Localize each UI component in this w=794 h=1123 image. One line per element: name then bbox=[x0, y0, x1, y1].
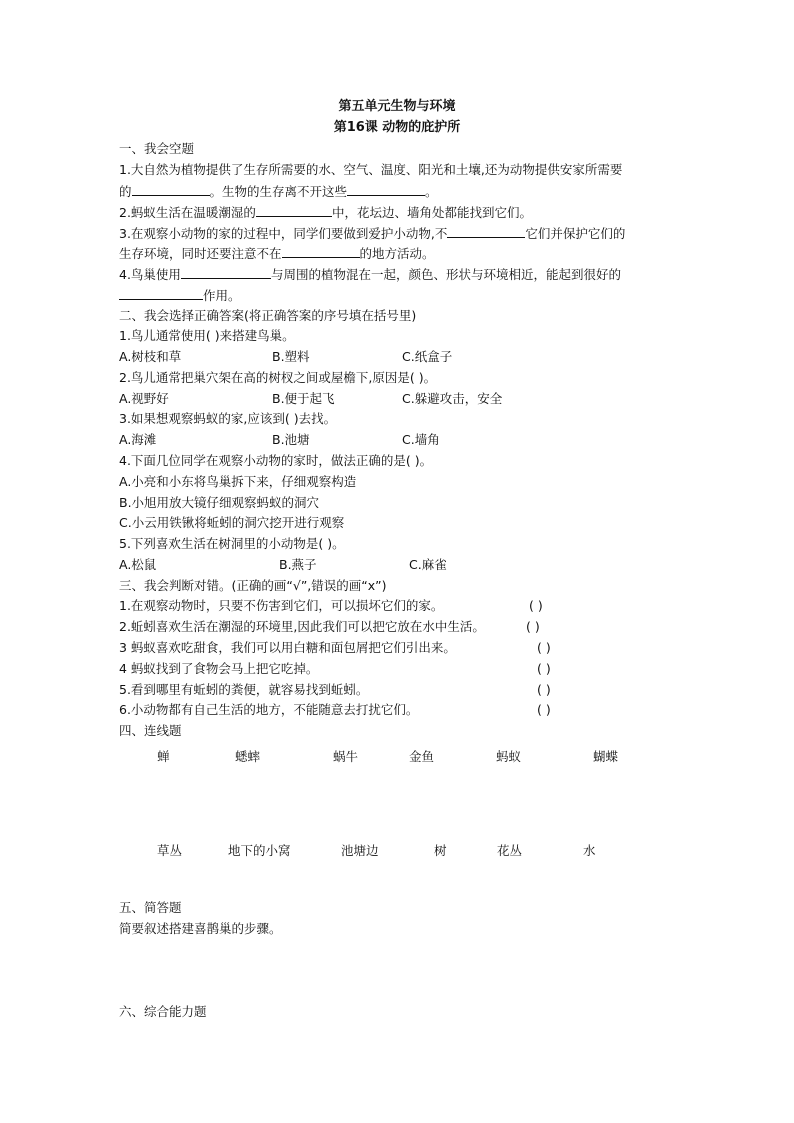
s3-item-2: 2.蚯蚓喜欢生活在潮湿的环境里,因此我们可以把它放在水中生活。 bbox=[119, 619, 485, 634]
s1-q1-text-c: 。 bbox=[425, 184, 438, 199]
answer-paren[interactable]: ( ) bbox=[537, 640, 551, 655]
habitat-item[interactable]: 地下的小窝 bbox=[228, 843, 291, 858]
s2-q5-option-b: B.燕子 bbox=[279, 557, 317, 572]
s1-q1-text-b: 。生物的生存离不开这些 bbox=[209, 184, 348, 199]
s1-q1-line2 bbox=[119, 183, 438, 200]
s2-q5-option-a: A.松鼠 bbox=[119, 557, 157, 572]
answer-paren[interactable]: ( ) bbox=[537, 702, 551, 717]
section5-heading: 五、简答题 bbox=[119, 900, 182, 915]
s1-q3-text-b: 它们并保护它们的 bbox=[525, 226, 626, 241]
habitat-item[interactable]: 池塘边 bbox=[341, 843, 379, 858]
s3-item-5: 5.看到哪里有蚯蚓的粪便，就容易找到蚯蚓。 bbox=[119, 682, 369, 697]
s2-q5: 5.下列喜欢生活在树洞里的小动物是( )。 bbox=[119, 536, 345, 551]
s2-q5-option-c: C.麻雀 bbox=[409, 557, 447, 572]
habitat-item[interactable]: 草丛 bbox=[157, 843, 183, 858]
s1-q2-line bbox=[119, 204, 532, 221]
s2-q3-option-b: B.池塘 bbox=[272, 432, 310, 447]
s1-q3-line1 bbox=[119, 225, 625, 242]
blank-field[interactable] bbox=[282, 245, 360, 258]
section3-heading: 三、我会判断对错。(正确的画“√”,错误的画“x”) bbox=[119, 578, 387, 593]
answer-paren[interactable]: ( ) bbox=[537, 682, 551, 697]
animal-item[interactable]: 蟋蟀 bbox=[235, 749, 261, 764]
animal-item[interactable]: 蚂蚁 bbox=[496, 749, 522, 764]
section4-heading: 四、连线题 bbox=[119, 723, 182, 738]
animal-item[interactable]: 蝉 bbox=[157, 749, 170, 764]
s2-q1-option-a: A.树枝和草 bbox=[119, 349, 182, 364]
blank-field[interactable] bbox=[119, 287, 203, 300]
s3-item-4: 4 蚂蚁找到了食物会马上把它吃掉。 bbox=[119, 661, 319, 676]
blank-field[interactable] bbox=[181, 266, 271, 279]
habitat-item[interactable]: 花丛 bbox=[497, 843, 523, 858]
s3-item-1: 1.在观察动物时，只要不伤害到它们，可以损坏它们的家。 bbox=[119, 598, 444, 613]
habitat-item[interactable]: 水 bbox=[583, 843, 596, 858]
s2-q1-option-c: C.纸盒子 bbox=[402, 349, 453, 364]
blank-field[interactable] bbox=[256, 204, 332, 217]
s2-q1: 1.鸟儿通常使用( )来搭建鸟巢。 bbox=[119, 328, 295, 343]
section1-heading: 一、我会空题 bbox=[119, 141, 195, 156]
section2-heading: 二、我会选择正确答案(将正确答案的序号填在括号里) bbox=[119, 308, 417, 323]
section6-heading: 六、综合能力题 bbox=[119, 1004, 207, 1019]
s1-q4-line2 bbox=[119, 287, 241, 304]
s2-q1-option-b: B.塑料 bbox=[272, 349, 310, 364]
answer-paren[interactable]: ( ) bbox=[529, 598, 543, 613]
s2-q4-option-c: C.小云用铁锹将蚯蚓的洞穴挖开进行观察 bbox=[119, 515, 345, 530]
s1-q2-text-a: 2.蚂蚁生活在温暖潮湿的 bbox=[119, 205, 256, 220]
s1-q3-line2 bbox=[119, 245, 435, 262]
blank-field[interactable] bbox=[132, 183, 210, 196]
s1-q3-text-c: 生存环境，同时还要注意不在 bbox=[119, 246, 282, 261]
s2-q2-option-a: A.视野好 bbox=[119, 391, 169, 406]
s1-q1-text-a: 的 bbox=[119, 184, 132, 199]
unit-title: 第五单元生物与环境 bbox=[338, 99, 456, 114]
s1-q3-text-d: 的地方活动。 bbox=[359, 246, 435, 261]
animal-item[interactable]: 蝴蝶 bbox=[593, 749, 619, 764]
s2-q3-option-c: C.墙角 bbox=[402, 432, 440, 447]
s3-item-6: 6.小动物都有自己生活的地方，不能随意去打扰它们。 bbox=[119, 702, 419, 717]
animal-item[interactable]: 蜗牛 bbox=[333, 749, 359, 764]
s2-q2-option-c: C.躲避攻击，安全 bbox=[402, 391, 503, 406]
s2-q3: 3.如果想观察蚂蚁的家,应该到( )去找。 bbox=[119, 411, 337, 426]
s2-q3-option-a: A.海滩 bbox=[119, 432, 157, 447]
animal-item[interactable]: 金鱼 bbox=[409, 749, 435, 764]
s1-q1-line1: 1.大自然为植物提供了生存所需要的水、空气、温度、阳光和土壤,还为动物提供安家所需要 bbox=[119, 162, 623, 177]
s2-q2-option-b: B.便于起飞 bbox=[272, 391, 335, 406]
s1-q4-text-c: 作用。 bbox=[203, 288, 241, 303]
habitat-item[interactable]: 树 bbox=[434, 843, 447, 858]
s1-q2-text-b: 中，花坛边、墙角处都能找到它们。 bbox=[331, 205, 532, 220]
s2-q4-option-b: B.小旭用放大镜仔细观察蚂蚁的洞穴 bbox=[119, 495, 320, 510]
s2-q4: 4.下面几位同学在观察小动物的家时，做法正确的是( )。 bbox=[119, 453, 433, 468]
s1-q3-text-a: 3.在观察小动物的家的过程中，同学们要做到爱护小动物,不 bbox=[119, 226, 448, 241]
s1-q4-line1 bbox=[119, 266, 621, 283]
answer-paren[interactable]: ( ) bbox=[537, 661, 551, 676]
s3-item-3: 3 蚂蚁喜欢吃甜食，我们可以用白糖和面包屑把它们引出来。 bbox=[119, 640, 456, 655]
s5-question: 简要叙述搭建喜鹊巢的步骤。 bbox=[119, 921, 282, 936]
lesson-title: 第16课 动物的庇护所 bbox=[333, 120, 461, 135]
s2-q4-option-a: A.小亮和小东将鸟巢拆下来，仔细观察构造 bbox=[119, 474, 357, 489]
s1-q4-text-b: 与周围的植物混在一起，颜色、形状与环境相近，能起到很好的 bbox=[270, 267, 621, 282]
s2-q2: 2.鸟儿通常把巢穴架在高的树杈之间或屋檐下,原因是( )。 bbox=[119, 370, 437, 385]
s1-q4-text-a: 4.鸟巢使用 bbox=[119, 267, 181, 282]
blank-field[interactable] bbox=[447, 225, 525, 238]
blank-field[interactable] bbox=[347, 183, 425, 196]
answer-paren[interactable]: ( ) bbox=[526, 619, 540, 634]
